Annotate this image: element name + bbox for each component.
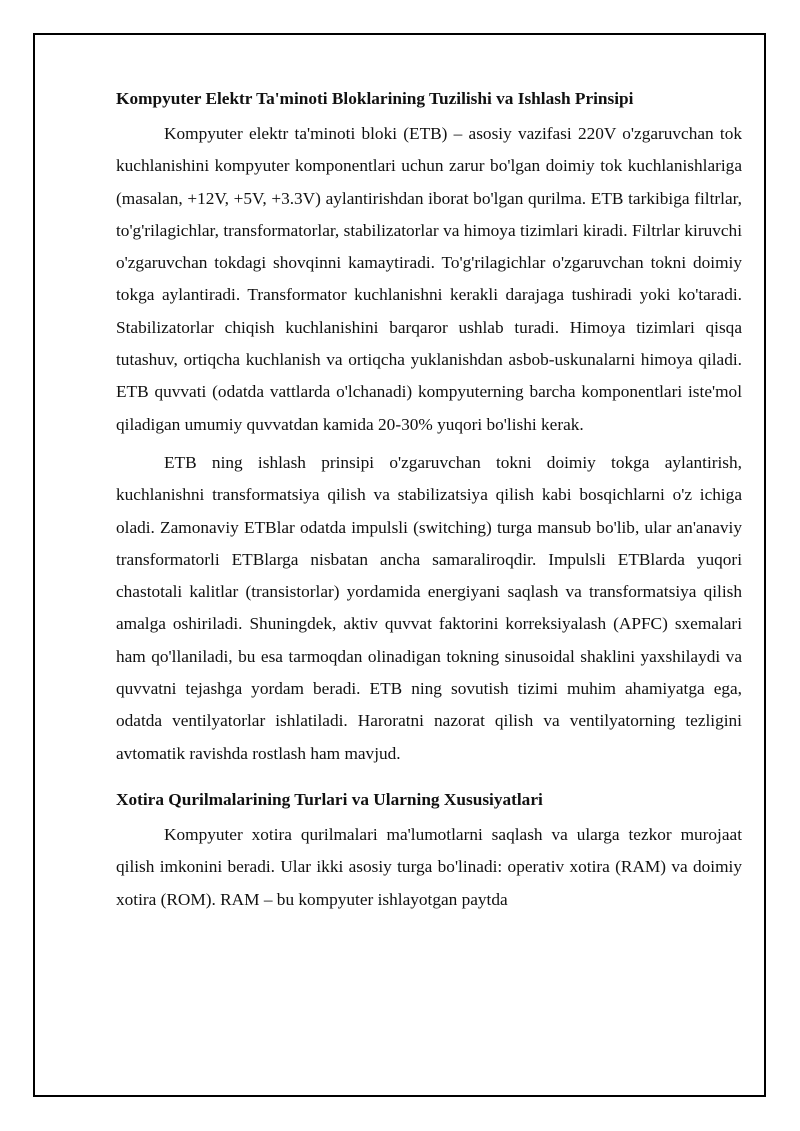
- document-body: [116, 84, 742, 916]
- paragraph-memory-devices-intro: Kompyuter xotira qurilmalari ma'lumotlarni saqlash va ularga tezkor murojaat qilish imkonini beradi. Ular ikki asosiy turga bo'linadi: operativ xotira (RAM) va doimiy xotira (ROM). RAM – bu kompyuter ishlayotgan paytda: [116, 824, 742, 909]
- paragraph-power-supply-principle: ETB ning ishlash prinsipi o'zgaruvchan tokni doimiy tokga aylantirish, kuchlanishni transformatsiya qilish va stabilizatsiya qilish kabi bosqichlarni o'z ichiga oladi. Zamonaviy ETBlar odatda impulsli (switching) turga mansub bo'lib, ular an'anaviy transformatorli ETBlarga nisbatan ancha samaraliroqdir. Impulsli ETBlarda yuqori chastotali kalitlar (transistorlar) yordamida energiyani saqlash va transformatsiya qilish amalga oshiriladi. Shuningdek, aktiv quvvat faktorini korreksiyalash (APFC) sxemalari ham qo'llaniladi, bu esa tarmoqdan olinadigan tokning sinusoidal shaklini yaxshilaydi va quvvatni tejashga yordam beradi. ETB ning sovutish tizimi muhim ahamiyatga ega, odatda ventilyatorlar ishlatiladi. Haroratni nazorat qilish va ventilyatorning tezligini avtomatik ravishda rostlash ham mavjud.: [116, 452, 742, 763]
- section-heading-power-supply: Kompyuter Elektr Ta'minoti Bloklarining Tuzilishi va Ishlash Prinsipi: [116, 89, 634, 108]
- paragraph-power-supply-definition: Kompyuter elektr ta'minoti bloki (ETB) – asosiy vazifasi 220V o'zgaruvchan tok kuchlanishini kompyuter komponentlari uchun zarur bo'lgan doimiy tok kuchlanishlariga (masalan, +12V, +5V, +3.3V) aylantirishdan iborat bo'lgan qurilma. ETB tarkibiga filtrlar, to'g'rilagichlar, transformatorlar, stabilizatorlar va himoya tizimlari kiradi. Filtrlar kiruvchi o'zgaruvchan tokdagi shovqinni kamaytiradi. To'g'rilagichlar o'zgaruvchan tokni doimiy tokga aylantiradi. Transformator kuchlanishni kerakli darajaga tushiradi yoki ko'taradi. Stabilizatorlar chiqish kuchlanishini barqaror ushlab turadi. Himoya tizimlari qisqa tutashuv, ortiqcha kuchlanish va ortiqcha yuklanishdan asbob-uskunalarni himoya qiladi. ETB quvvati (odatda vattlarda o'lchanadi) kompyuterning barcha komponentlari iste'mol qiladigan umumiy quvvatdan kamida 20-30% yuqori bo'lishi kerak.: [116, 124, 742, 434]
- section-heading-memory-devices: Xotira Qurilmalarining Turlari va Ularning Xususiyatlari: [116, 789, 543, 809]
